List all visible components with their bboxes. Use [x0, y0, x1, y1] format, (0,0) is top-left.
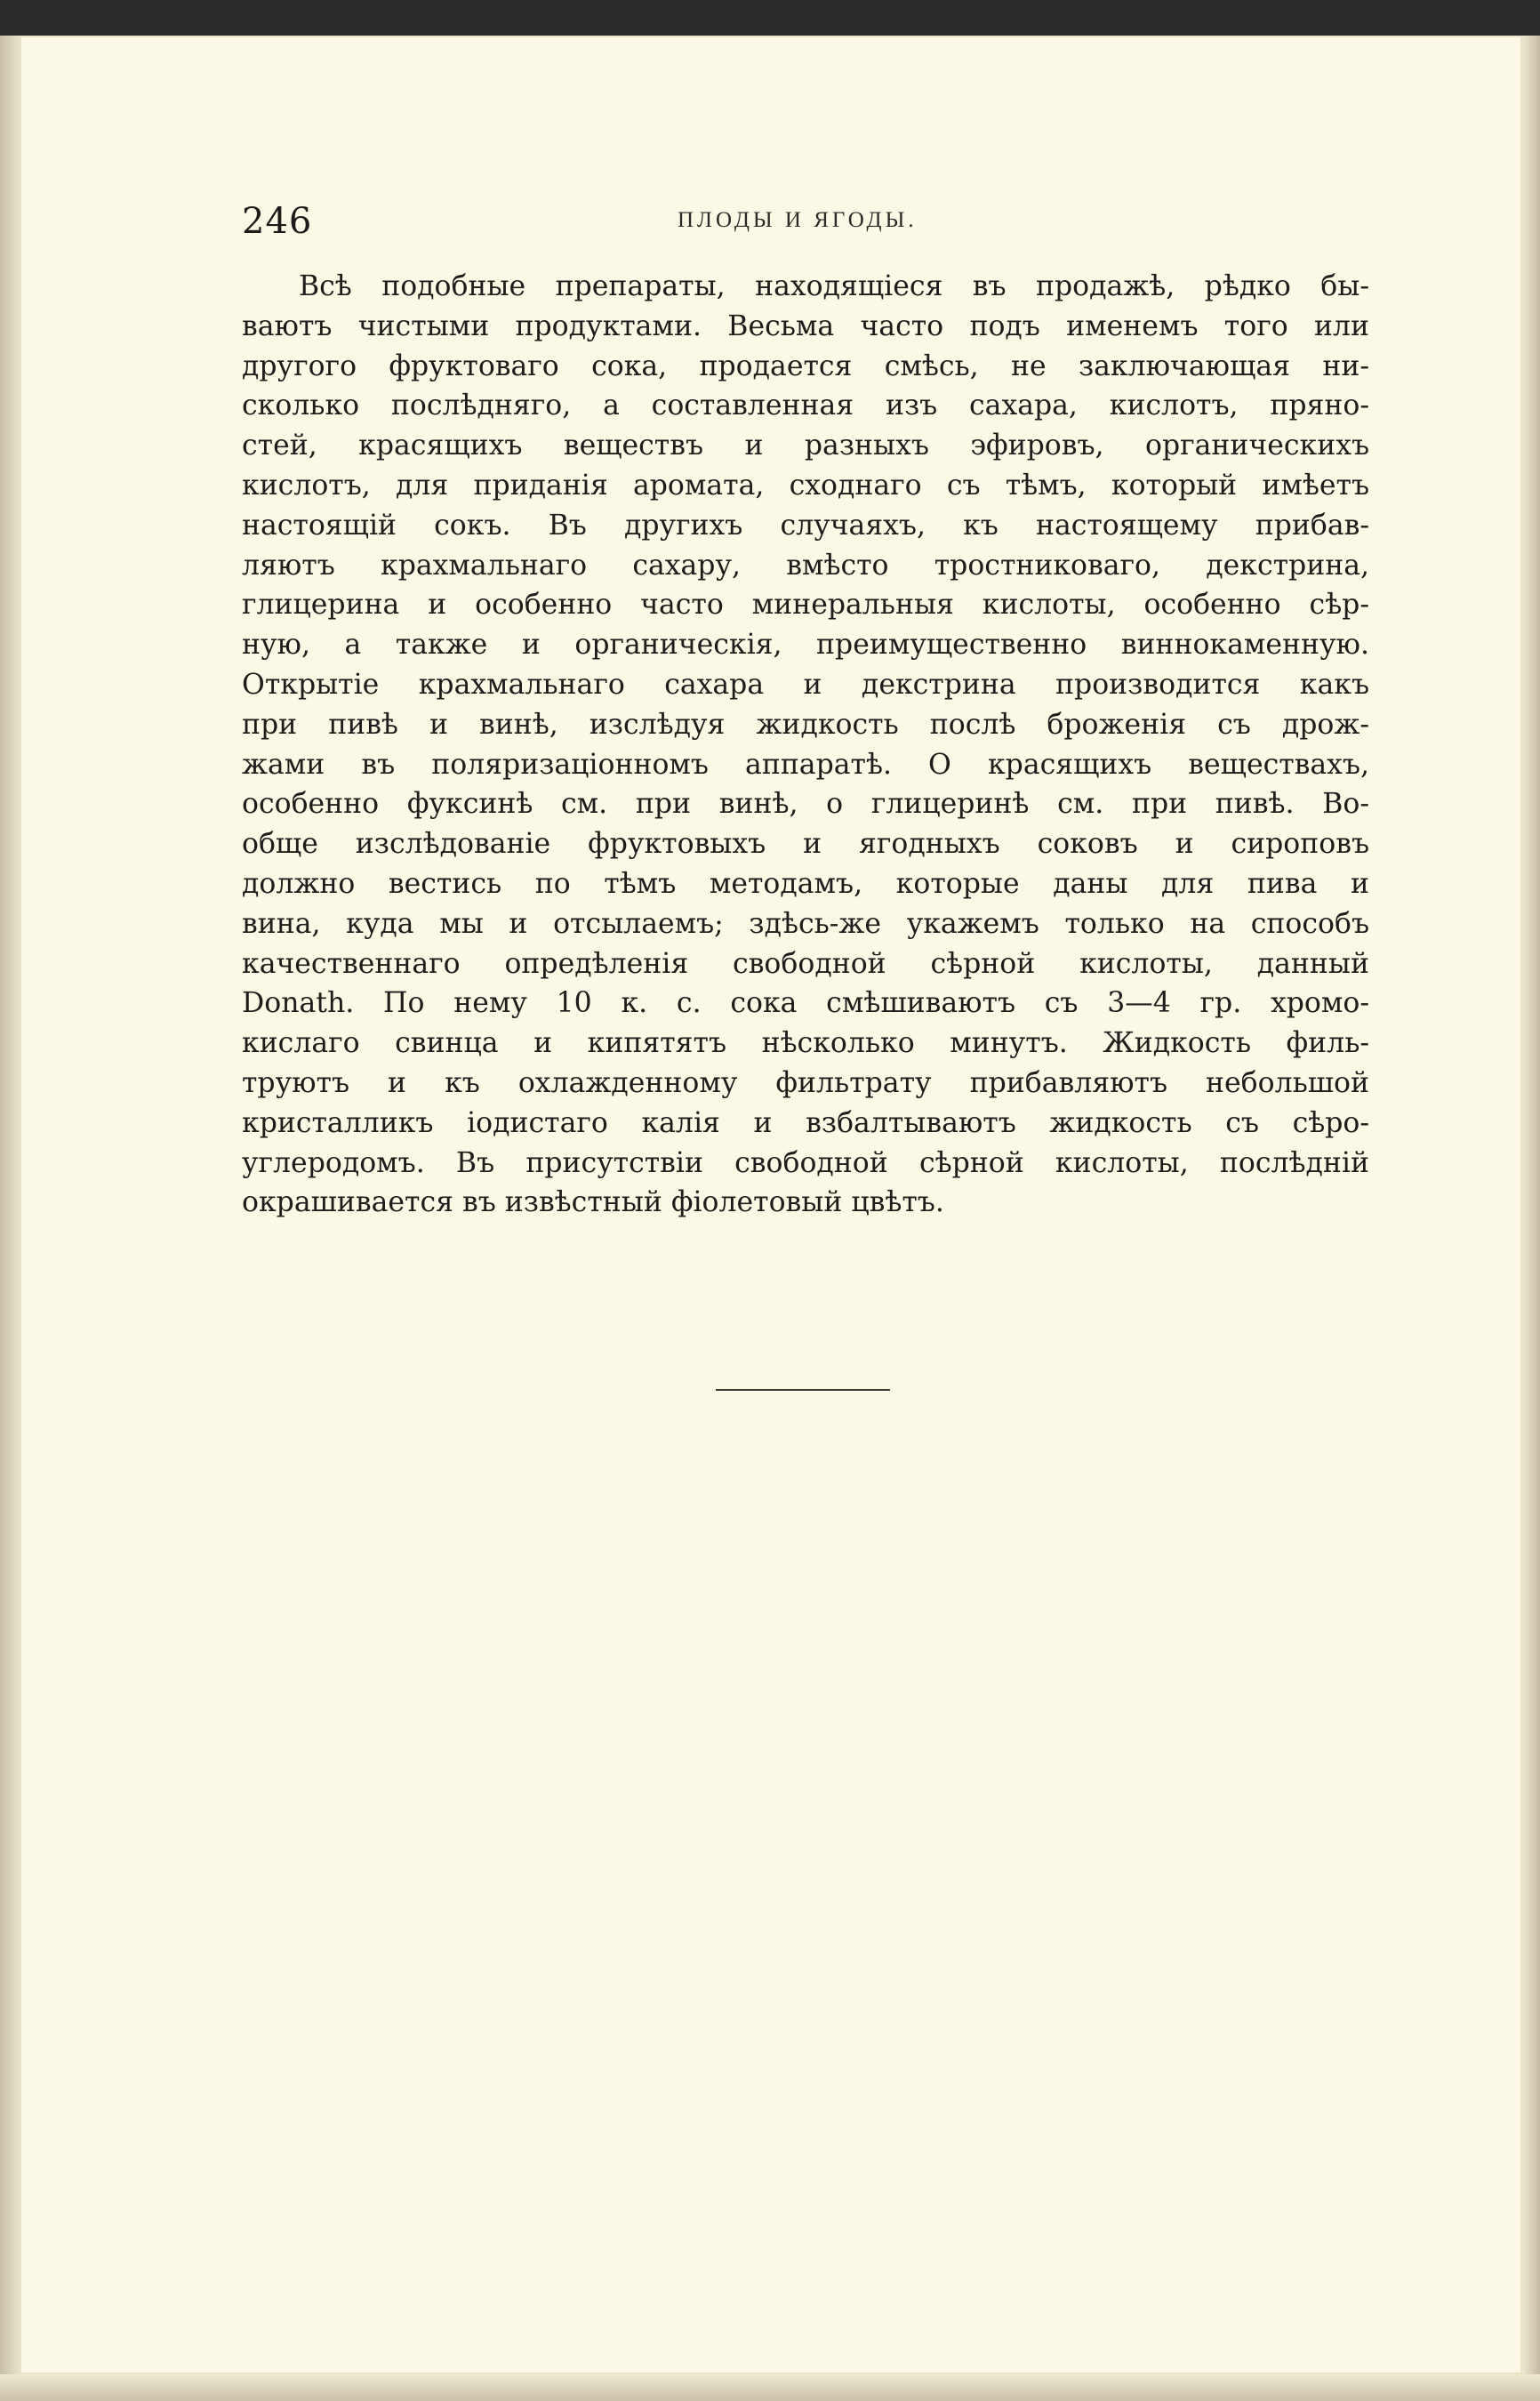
text-line: кристалликъ іодистаго калія и взбалтываютъ жидкость съ сѣро- [242, 1106, 1369, 1139]
text-line: качественнаго опредѣленія свободной сѣрной кислоты, данный [242, 947, 1369, 980]
text-line: окрашивается въ извѣстный фіолетовый цвѣтъ. [242, 1186, 944, 1219]
running-head [242, 201, 1369, 245]
text-line: ляютъ крахмальнаго сахару, вмѣсто тростниковаго, декстрина, [242, 549, 1369, 582]
body-paragraph [242, 267, 1369, 1223]
text-line: Открытіе крахмальнаго сахара и декстрина производится какъ [242, 668, 1369, 701]
text-line: должно вестись по тѣмъ методамъ, которые даны для пива и [242, 867, 1369, 900]
text-line: углеродомъ. Въ присутствіи свободной сѣрной кислоты, послѣдній [242, 1146, 1369, 1179]
text-line: стей, красящихъ веществъ и разныхъ эфировъ, органическихъ [242, 430, 1369, 462]
text-line: настоящій сокъ. Въ другихъ случаяхъ, къ настоящему прибав- [242, 509, 1369, 542]
text-line: жами въ поляризаціонномъ аппаратѣ. О красящихъ веществахъ, [242, 748, 1369, 781]
text-line: труютъ и къ охлажденному фильтрату прибавляютъ небольшой [242, 1066, 1369, 1099]
text-line: вина, куда мы и отсылаемъ; здѣсь-же укажемъ только на способъ [242, 907, 1369, 940]
text-line: сколько послѣдняго, а составленная изъ сахара, кислотъ, пряно- [242, 389, 1369, 422]
text-line: ную, а также и органическія, преимущественно виннокаменную. [242, 629, 1369, 662]
text-line: другого фруктоваго сока, продается смѣсь, не заключающая ни- [242, 349, 1369, 382]
text-line: обще изслѣдованіе фруктовыхъ и ягодныхъ соковъ и сироповъ [242, 828, 1369, 861]
scan-top-border [0, 0, 1540, 36]
text-line: Donath. По нему 10 к. с. сока смѣшиваютъ съ 3—4 гр. хромо- [242, 987, 1369, 1020]
text-line: при пивѣ и винѣ, изслѣдуя жидкость послѣ броженія съ дрож- [242, 708, 1369, 741]
scan-right-border [1522, 36, 1540, 2401]
page-number: 246 [242, 201, 313, 242]
text-line: глицерина и особенно часто минеральныя кислоты, особенно сѣр- [242, 589, 1369, 622]
text-line: особенно фуксинѣ см. при винѣ, о глицеринѣ см. при пивѣ. Во- [242, 788, 1369, 821]
text-line: Всѣ подобные препараты, находящіеся въ продажѣ, рѣдко бы- [299, 270, 1369, 302]
scan-bottom-border [0, 2374, 1540, 2401]
end-rule [716, 1389, 890, 1391]
text-line: ваютъ чистыми продуктами. Весьма часто подъ именемъ того или [242, 309, 1369, 342]
text-line: кислаго свинца и кипятятъ нѣсколько минутъ. Жидкость филь- [242, 1027, 1369, 1060]
text-line: кислотъ, для приданія аромата, сходнаго съ тѣмъ, который имѣетъ [242, 469, 1369, 502]
running-head-title: ПЛОДЫ И ЯГОДЫ. [678, 208, 918, 232]
scan-left-border [0, 36, 20, 2401]
